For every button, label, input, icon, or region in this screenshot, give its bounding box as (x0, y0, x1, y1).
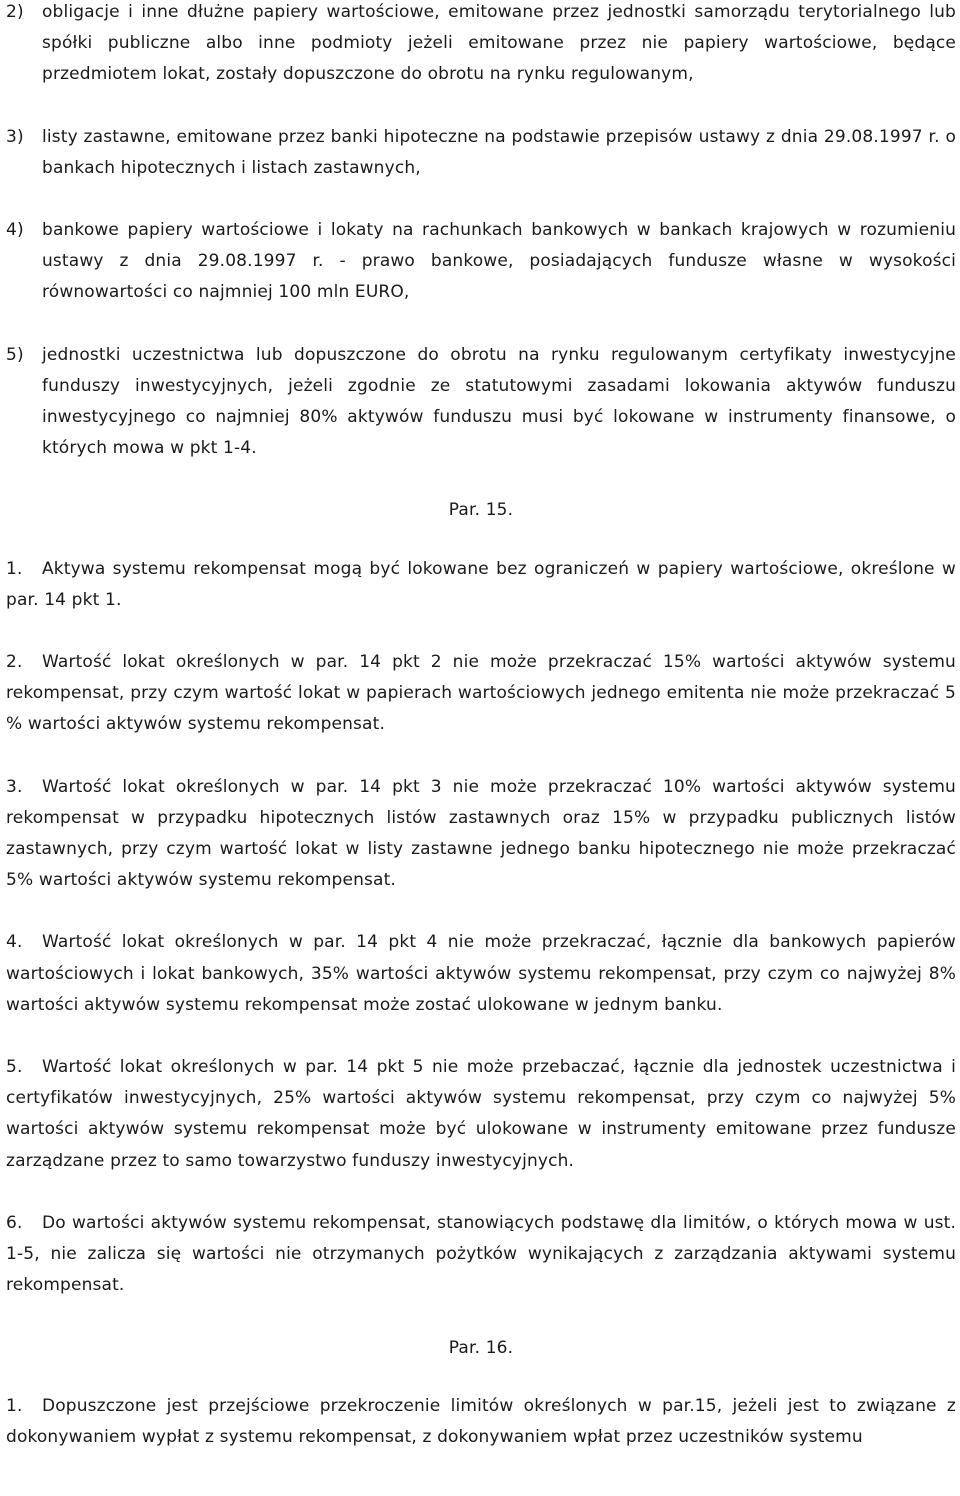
paragraph-text: Dopuszczone jest przejściowe przekroczenie limitów określonych w par.15, jeżeli jest to związane z dokonywaniem wypłat z systemu rekompensat, z dokonywaniem wpłat przez uczestników systemu (6, 1395, 956, 1447)
paragraph-text: Wartość lokat określonych w par. 14 pkt 2 nie może przekraczać 15% wartości aktywów systemu rekompensat, przy czym wartość lokat w papierach wartościowych jednego emitenta nie może przekraczać 5 % wartości aktywów systemu rekompensat. (6, 652, 956, 735)
paragraph-item (6, 927, 956, 1021)
paragraph-item (6, 772, 956, 897)
paragraph-item (6, 1208, 956, 1302)
paragraph-item (6, 1052, 956, 1177)
section-heading-par-15: Par. 15. (448, 500, 514, 521)
paragraph-text: Wartość lokat określonych w par. 14 pkt 4 nie może przekraczać, łącznie dla bankowych papierów wartościowych i lokat bankowych, 35% wartości aktywów systemu rekompensat, przy czym co najwyżej 8% wartości aktywów systemu rekompensat może zostać ulokowane w jednym banku. (6, 932, 956, 1015)
list-item-number: 4) (6, 220, 24, 241)
list-item-text: obligacje i inne dłużne papiery wartościowe, emitowane przez jednostki samorządu terytorialnego lub spółki publiczne albo inne podmioty jeżeli emitowane przez nie papiery wartościowe, będące przedmiotem lokat, zostały dopuszczone do obrotu na rynku regulowanym, (42, 2, 956, 85)
investment-list (6, 0, 956, 464)
list-item-text: listy zastawne, emitowane przez banki hipoteczne na podstawie przepisów ustawy z dnia 29.08.1997 r. o bankach hipotecznych i listach zastawnych, (42, 126, 956, 178)
par-15-list (6, 554, 956, 1302)
par-16-list (6, 1391, 956, 1453)
list-item (6, 0, 956, 91)
list-item-text: jednostki uczestnictwa lub dopuszczone do obrotu na rynku regulowanym certyfikaty inwestycyjne funduszy inwestycyjnych, jeżeli zgodnie ze statutowymi zasadami lokowania aktywów funduszu inwestycyjnego co najmniej 80% aktywów funduszu musi być lokowane w instrumenty finansowe, o których mowa w pkt 1-4. (42, 344, 956, 459)
paragraph-number: 1. (6, 1395, 23, 1416)
paragraph-number: 5. (6, 1057, 23, 1078)
paragraph-number: 4. (6, 932, 23, 953)
paragraph-text: Wartość lokat określonych w par. 14 pkt 5 nie może przebaczać, łącznie dla jednostek uczestnictwa i certyfikatów inwestycyjnych, 25% wartości aktywów systemu rekompensat, przy czym co najwyżej 5% wartości aktywów systemu rekompensat może być ulokowane w instrumenty emitowane przez fundusze zarządzane przez to samo towarzystwo funduszy inwestycyjnych. (6, 1057, 956, 1171)
paragraph-text: Aktywa systemu rekompensat mogą być lokowane bez ograniczeń w papiery wartościowe, określone w par. 14 pkt 1. (6, 558, 956, 610)
list-item (6, 340, 956, 465)
list-item (6, 215, 956, 309)
paragraph-number: 2. (6, 652, 23, 673)
list-item-number: 5) (6, 344, 24, 365)
paragraph-number: 6. (6, 1212, 23, 1233)
list-item-number: 2) (6, 2, 24, 22)
document-page (6, 0, 956, 1484)
list-item-text: bankowe papiery wartościowe i lokaty na rachunkach bankowych w bankach krajowych w rozumieniu ustawy z dnia 29.08.1997 r. - prawo bankowe, posiadających fundusze własne w wysokości równowartości co najmniej 100 mln EURO, (42, 220, 956, 303)
paragraph-item (6, 554, 956, 616)
paragraph-number: 1. (6, 558, 23, 579)
paragraph-text: Do wartości aktywów systemu rekompensat, stanowiących podstawę dla limitów, o których mowa w ust. 1-5, nie zalicza się wartości nie otrzymanych pożytków wynikających z zarządzania aktywami systemu rekompensat. (6, 1212, 956, 1296)
paragraph-item (6, 1391, 956, 1453)
paragraph-number: 3. (6, 776, 23, 797)
list-item (6, 122, 956, 184)
list-item-number: 3) (6, 126, 24, 147)
paragraph-item (6, 647, 956, 741)
paragraph-text: Wartość lokat określonych w par. 14 pkt 3 nie może przekraczać 10% wartości aktywów systemu rekompensat w przypadku hipotecznych listów zastawnych oraz 15% w przypadku publicznych listów zastawnych, przy czym wartość lokat w listy zastawne jednego banku hipotecznego nie może przekraczać 5% wartości aktywów systemu rekompensat. (6, 776, 956, 891)
section-heading-par-16: Par. 16. (448, 1337, 514, 1358)
